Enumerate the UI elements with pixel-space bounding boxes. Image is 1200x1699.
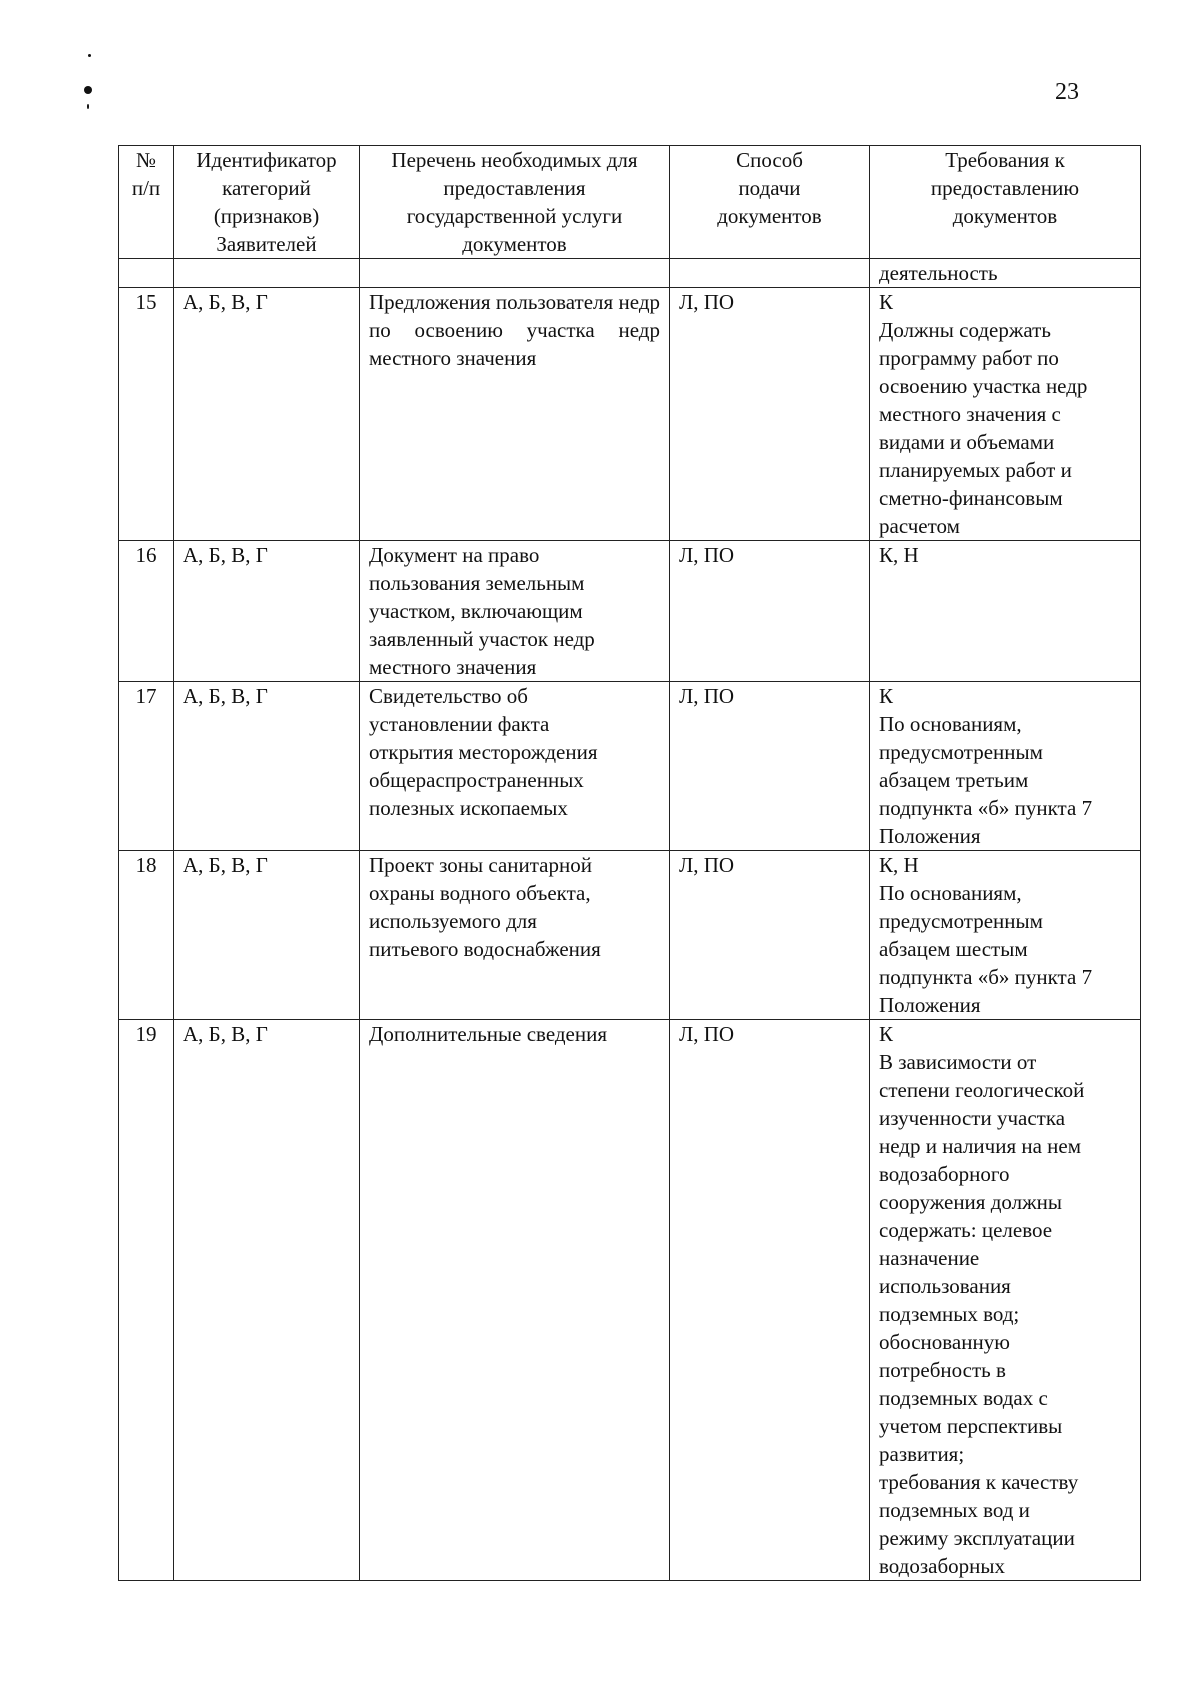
cell-document: Дополнительные сведения — [360, 1020, 670, 1581]
table-header-row — [119, 146, 1141, 259]
cell-number — [119, 259, 174, 288]
cell-document: Свидетельство об установлении факта открытия месторождения общераспространенных полезных ископаемых — [360, 682, 670, 851]
cell-categories: А, Б, В, Г — [174, 851, 360, 1020]
table-row-continuation — [119, 259, 1141, 288]
cell-number: 16 — [119, 541, 174, 682]
cell-method: Л, ПО — [670, 851, 870, 1020]
header-categories: Идентификатор категорий (признаков) Заявителей — [174, 146, 360, 259]
cell-requirements: К По основаниям, предусмотренным абзацем третьим подпункта «б» пункта 7 Положения — [870, 682, 1141, 851]
table-row — [119, 851, 1141, 1020]
cell-categories — [174, 259, 360, 288]
cell-categories: А, Б, В, Г — [174, 288, 360, 541]
cell-document: Документ на право пользования земельным участком, включающим заявленный участок недр местного значения — [360, 541, 670, 682]
cell-number: 17 — [119, 682, 174, 851]
cell-requirements: К, Н — [870, 541, 1141, 682]
table-row — [119, 288, 1141, 541]
header-method: Способ подачи документов — [670, 146, 870, 259]
cell-requirements: К В зависимости от степени геологической изученности участка недр и наличия на нем водозаборного сооружения должны содержать: целевое назначение использования подземных вод; обоснованную потребность в подземных водах с учетом перспективы развития; требования к качеству подземных вод и режиму эксплуатации водозаборных — [870, 1020, 1141, 1581]
cell-categories: А, Б, В, Г — [174, 541, 360, 682]
cell-requirements: К, Н По основаниям, предусмотренным абзацем шестым подпункта «б» пункта 7 Положения — [870, 851, 1141, 1020]
cell-method: Л, ПО — [670, 682, 870, 851]
header-number: № п/п — [119, 146, 174, 259]
cell-categories: А, Б, В, Г — [174, 1020, 360, 1581]
documents-table — [118, 145, 1141, 1581]
cell-number: 15 — [119, 288, 174, 541]
scan-mark-dot — [88, 54, 91, 57]
cell-method: Л, ПО — [670, 1020, 870, 1581]
cell-method: Л, ПО — [670, 288, 870, 541]
cell-document: Проект зоны санитарной охраны водного объекта, используемого для питьевого водоснабжения — [360, 851, 670, 1020]
cell-document: Предложения пользователя недр по освоению участка недр местного значения — [360, 288, 670, 541]
table-row — [119, 1020, 1141, 1581]
table-row — [119, 682, 1141, 851]
page-number: 23 — [1055, 79, 1079, 105]
cell-method — [670, 259, 870, 288]
cell-requirements: деятельность — [870, 259, 1141, 288]
cell-document — [360, 259, 670, 288]
cell-requirements: К Должны содержать программу работ по освоению участка недр местного значения с видами и объемами планируемых работ и сметно-финансовым расчетом — [870, 288, 1141, 541]
cell-categories: А, Б, В, Г — [174, 682, 360, 851]
cell-method: Л, ПО — [670, 541, 870, 682]
header-documents: Перечень необходимых для предоставления государственной услуги документов — [360, 146, 670, 259]
table-row — [119, 541, 1141, 682]
scan-mark-dot — [84, 86, 92, 94]
header-requirements: Требования к предоставлению документов — [870, 146, 1141, 259]
cell-number: 19 — [119, 1020, 174, 1581]
cell-number: 18 — [119, 851, 174, 1020]
scan-mark-dot — [87, 104, 89, 109]
